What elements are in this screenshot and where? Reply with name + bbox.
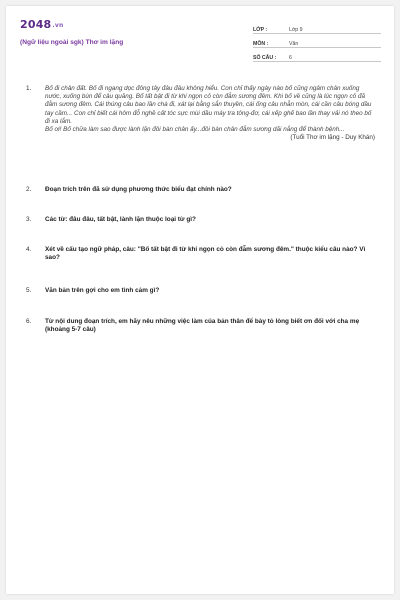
question-number: 3. — [26, 216, 32, 223]
meta-key: LỚP : — [253, 27, 268, 33]
question-text: Đoạn trích trên đã sử dụng phương thức biểu đạt chính nào? — [45, 186, 232, 193]
question-number: 6. — [26, 318, 32, 325]
meta-key: SỐ CÂU : — [253, 55, 277, 61]
logo-tld: .vn — [52, 22, 64, 29]
passage-source: (Tuổi Thơ im lặng - Duy Khán) — [290, 134, 375, 142]
passage-paragraph: Bố ơi! Bố chữa làm sao được lành lặn đôi bàn chân ấy...đôi bàn chân đẫm sương dãi nắng để thành bệnh... — [45, 126, 345, 134]
question-number: 2. — [26, 186, 32, 193]
question-number: 4. — [26, 246, 32, 253]
question-text: Văn bản trên gợi cho em tình cảm gì? — [45, 287, 160, 294]
question-body — [45, 85, 375, 143]
meta-value: Văn — [289, 41, 299, 47]
meta-key: MÔN : — [253, 41, 269, 47]
meta-row-class — [253, 20, 381, 34]
question-number: 1. — [26, 85, 32, 92]
passage-paragraph: Bố đi chân đất. Bố đi ngang dọc đông tây đâu đâu không hiểu. Con chỉ thấy ngày nào bố cũng ngâm chân xuống nước, xuống bùn để câu quăng. Bố tất bật đi từ khi ngọn cỏ còn đẫm sương đêm. Khi bố về cũng là lúc ngọn cỏ đã đẫm sương đêm. Cái thúng câu bao lần chà đi, xát lại bằng sắn thuyền, cái ống câu nhẵn mòn, cái cần câu bóng dầu tay cầm... Con chỉ biết cái hôm đỗ nghề cất tóc sực mùi dầu máy tra tông-đơ, cái xếp ghế bao lần thay vải nó theo bố đi xa lắm. — [45, 85, 372, 125]
question-text: Từ nội dung đoạn trích, em hãy nêu những việc làm của bản thân để bày tỏ lòng biết ơn đối với cha mẹ (khoảng 5-7 câu) — [45, 318, 360, 334]
meta-row-question-count — [253, 48, 381, 62]
meta-row-subject — [253, 34, 381, 48]
question-text: Các từ: đâu đâu, tất bật, lành lặn thuộc loại từ gì? — [45, 216, 196, 223]
site-logo[interactable] — [20, 18, 63, 31]
meta-info — [253, 20, 381, 62]
meta-value: 6 — [289, 55, 292, 61]
meta-value: Lớp 9 — [289, 27, 303, 33]
document-page — [6, 6, 394, 594]
question-number: 5. — [26, 287, 32, 294]
logo-text: 2048 — [20, 18, 52, 31]
document-title: (Ngữ liệu ngoài sgk) Thơ im lặng — [20, 39, 124, 46]
question-text: Xét về cấu tạo ngữ pháp, câu: "Bố tất bật đi từ khi ngọn cỏ còn đẫm sương đêm." thuộc kiểu câu nào? Vì sao? — [45, 246, 366, 262]
